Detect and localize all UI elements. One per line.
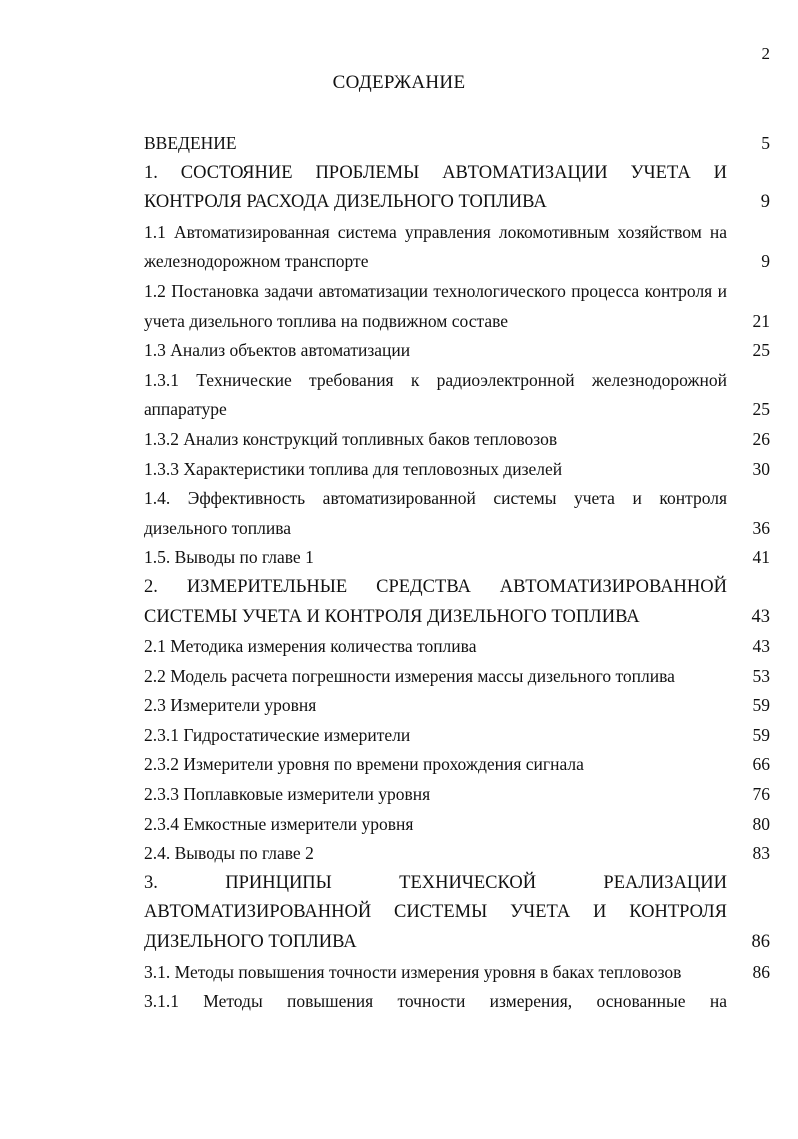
toc-entry-text: 2.1 Методика измерения количества топлива <box>144 636 477 657</box>
toc-entry-2-3-4[interactable] <box>144 810 770 840</box>
toc-entry-2-2[interactable] <box>144 662 770 692</box>
toc-entry-text: 2.3.4 Емкостные измерители уровня <box>144 813 414 834</box>
toc-entry-page: 76 <box>752 784 770 805</box>
toc-entry-2-3-2[interactable] <box>144 750 770 780</box>
toc-entry-text: 3.1.1 Методы повышения точности измерения, основанные на <box>144 991 727 1012</box>
toc-entry-2-3[interactable] <box>144 691 770 721</box>
toc-entry-page: 66 <box>752 754 770 775</box>
table-of-contents <box>144 129 770 1017</box>
toc-entry-page: 41 <box>752 547 770 568</box>
toc-entry-text: 1.3.1 Технические требования к радиоэлектронной железнодорожной аппаратуре <box>144 369 727 420</box>
toc-entry-1-3[interactable] <box>144 336 770 366</box>
toc-entry-text: 2. ИЗМЕРИТЕЛЬНЫЕ СРЕДСТВА АВТОМАТИЗИРОВАННОЙ СИСТЕМЫ УЧЕТА И КОНТРОЛЯ ДИЗЕЛЬНОГО ТОПЛИВА <box>144 576 727 627</box>
toc-entry-1-1[interactable] <box>144 218 770 277</box>
toc-entry-page: 59 <box>752 695 770 716</box>
toc-entry-text: 1.5. Выводы по главе 1 <box>144 547 314 568</box>
toc-entry-text: 2.3.1 Гидростатические измерители <box>144 724 411 745</box>
toc-entry-page: 9 <box>761 251 770 272</box>
toc-title: СОДЕРЖАНИЕ <box>332 72 466 93</box>
toc-entry-page: 86 <box>752 961 770 982</box>
toc-entry-text: 3.1. Методы повышения точности измерения уровня в баках тепловозов <box>144 961 682 982</box>
toc-entry-page: 26 <box>752 428 770 449</box>
toc-entry-page: 25 <box>752 399 770 420</box>
toc-entry-page: 86 <box>751 932 770 953</box>
toc-entry-text: 2.2 Модель расчета погрешности измерения массы дизельного топлива <box>144 665 675 686</box>
toc-entry-chapter-3[interactable] <box>144 869 770 958</box>
toc-entry-page: 59 <box>752 724 770 745</box>
toc-entry-2-1[interactable] <box>144 632 770 662</box>
toc-entry-text: 1. СОСТОЯНИЕ ПРОБЛЕМЫ АВТОМАТИЗАЦИИ УЧЕТА И КОНТРОЛЯ РАСХОДА ДИЗЕЛЬНОГО ТОПЛИВА <box>144 162 727 213</box>
toc-entry-3-1-1[interactable] <box>144 987 770 1017</box>
toc-entry-text: 3. ПРИНЦИПЫ ТЕХНИЧЕСКОЙ РЕАЛИЗАЦИИ АВТОМАТИЗИРОВАННОЙ СИСТЕМЫ УЧЕТА И КОНТРОЛЯ ДИЗЕЛЬНОГО ТОПЛИВА <box>144 872 727 953</box>
toc-entry-page: 30 <box>752 458 770 479</box>
toc-entry-chapter-1[interactable] <box>144 159 770 218</box>
toc-entry-page: 36 <box>752 517 770 538</box>
toc-entry-page: 43 <box>751 606 770 627</box>
toc-entry-1-3-2[interactable] <box>144 425 770 455</box>
toc-entry-introduction[interactable] <box>144 129 770 159</box>
toc-entry-3-1[interactable] <box>144 958 770 988</box>
toc-entry-page: 53 <box>752 665 770 686</box>
toc-entry-1-4[interactable] <box>144 484 770 543</box>
toc-entry-page: 5 <box>761 133 770 153</box>
toc-entry-text: 2.3 Измерители уровня <box>144 695 317 716</box>
toc-entry-text: ВВЕДЕНИЕ <box>144 133 237 153</box>
toc-entry-page: 83 <box>752 843 770 864</box>
toc-entry-page: 43 <box>752 636 770 657</box>
toc-entry-text: 1.3.2 Анализ конструкций топливных баков тепловозов <box>144 428 558 449</box>
toc-entry-text: 2.4. Выводы по главе 2 <box>144 843 314 864</box>
toc-entry-text: 2.3.3 Поплавковые измерители уровня <box>144 784 431 805</box>
toc-entry-text: 1.2 Постановка задачи автоматизации технологического процесса контроля и учета дизельного топлива на подвижном составе <box>144 280 727 331</box>
toc-entry-1-5[interactable] <box>144 543 770 573</box>
toc-entry-2-4[interactable] <box>144 839 770 869</box>
toc-entry-page: 25 <box>752 340 770 361</box>
page-number: 2 <box>761 44 770 63</box>
toc-entry-text: 1.4. Эффективность автоматизированной системы учета и контроля дизельного топлива <box>144 488 727 538</box>
toc-entry-2-3-3[interactable] <box>144 780 770 810</box>
toc-entry-text: 2.3.2 Измерители уровня по времени прохождения сигнала <box>144 754 584 775</box>
toc-entry-page: 80 <box>752 813 770 834</box>
toc-entry-1-3-1[interactable] <box>144 366 770 425</box>
toc-entry-page: 9 <box>760 192 770 213</box>
toc-entry-2-3-1[interactable] <box>144 721 770 751</box>
toc-entry-1-2[interactable] <box>144 277 770 336</box>
toc-entry-text: 1.3 Анализ объектов автоматизации <box>144 340 411 361</box>
toc-entry-page: 21 <box>752 310 770 331</box>
toc-entry-text: 1.3.3 Характеристики топлива для тепловозных дизелей <box>144 458 563 479</box>
toc-entry-chapter-2[interactable] <box>144 573 770 632</box>
toc-entry-text: 1.1 Автоматизированная система управления локомотивным хозяйством на железнодорожном транспорте <box>144 221 727 272</box>
toc-entry-1-3-3[interactable] <box>144 455 770 485</box>
